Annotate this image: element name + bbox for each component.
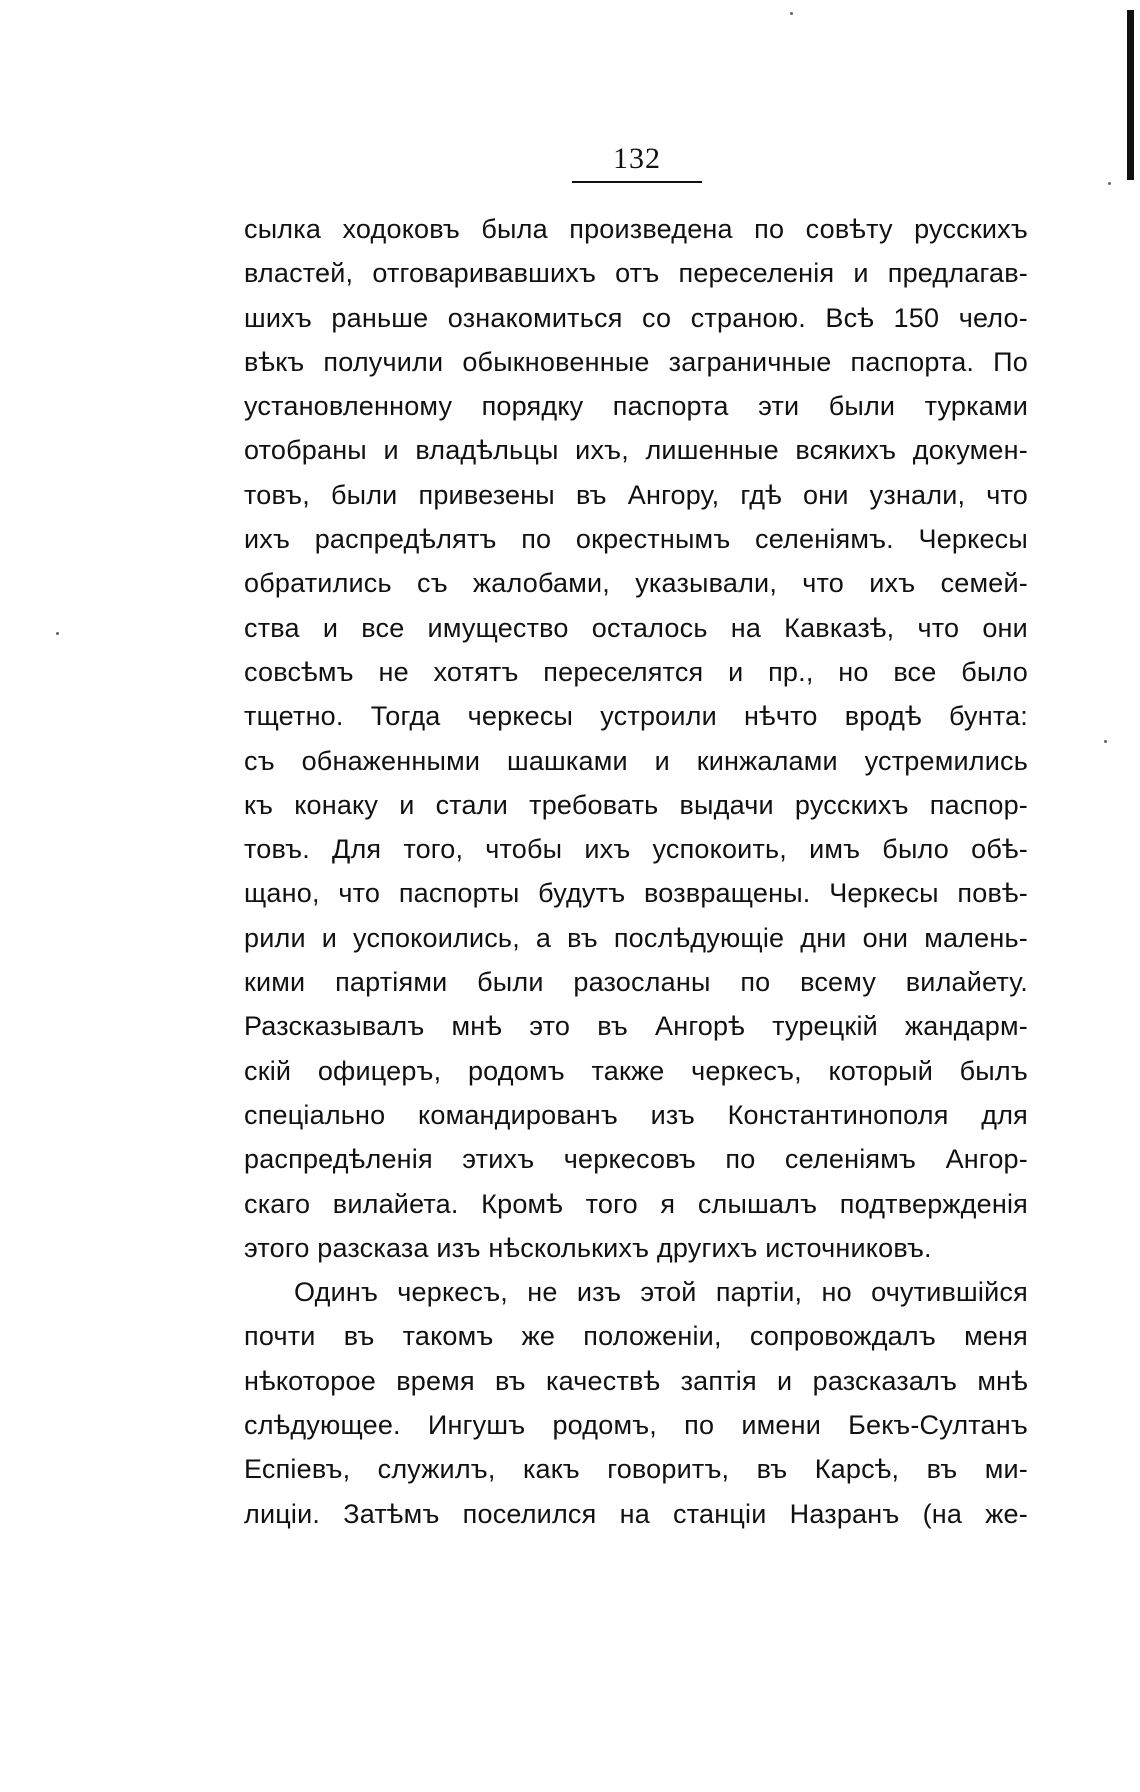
word: черкесъ, — [397, 1277, 508, 1308]
word: было — [961, 656, 1028, 687]
word: турецкій — [772, 1011, 878, 1042]
word: конаку — [294, 789, 379, 820]
word: не — [378, 656, 409, 687]
word: обыкновенные — [462, 346, 650, 377]
word: повѣ- — [957, 878, 1028, 909]
word: имъ — [809, 834, 861, 865]
word: и — [322, 612, 339, 643]
word: Всѣ — [825, 302, 875, 333]
word: по — [684, 1410, 715, 1441]
word: спеціально — [244, 1099, 386, 1130]
page-number-rule — [572, 181, 702, 183]
word: Затѣмъ — [343, 1498, 440, 1529]
word: говоритъ, — [607, 1454, 730, 1485]
word: успокоить, — [652, 834, 787, 865]
word: что — [917, 612, 960, 643]
word: они — [803, 479, 849, 510]
text-line — [244, 561, 1028, 605]
text-line — [244, 739, 1028, 783]
text-line — [244, 1137, 1028, 1181]
word: подтвержденія — [839, 1188, 1028, 1219]
word: почти — [244, 1321, 316, 1352]
text-line — [244, 207, 1028, 251]
text-line — [244, 1447, 1028, 1491]
word: отъ — [615, 258, 660, 289]
word: скій — [244, 1055, 292, 1086]
word: Карсѣ, — [814, 1454, 900, 1485]
word: что — [338, 878, 381, 909]
word: и — [399, 789, 415, 820]
word: въ — [597, 1011, 628, 1042]
word: паспорта — [612, 391, 729, 422]
word: время — [396, 1365, 475, 1396]
body-text — [244, 207, 1028, 1536]
word: Бекъ-Султанъ — [848, 1410, 1028, 1441]
word: сылка — [244, 214, 322, 244]
word: Константинополя — [727, 1099, 949, 1130]
word: съ — [244, 745, 275, 776]
word: на — [619, 1498, 650, 1529]
word: родомъ — [467, 1055, 565, 1086]
text-line — [244, 960, 1028, 1004]
word: Ангор- — [945, 1144, 1028, 1175]
word: семей- — [940, 568, 1028, 599]
text-line — [244, 606, 1028, 650]
word: предлагав- — [887, 258, 1028, 289]
text-line — [244, 1182, 1028, 1226]
text-line: этого разсказа изъ нѣсколькихъ другихъ источниковъ. — [244, 1232, 932, 1263]
word: переселятся — [543, 656, 704, 687]
word: ихъ, — [575, 435, 629, 466]
word: произведена — [569, 214, 733, 244]
word: что — [986, 479, 1028, 510]
word: 150 — [893, 302, 940, 333]
text-line — [244, 296, 1028, 340]
word: (на — [922, 1498, 963, 1529]
scan-speck — [790, 12, 793, 15]
word: меня — [964, 1321, 1028, 1352]
text-line — [244, 340, 1028, 384]
word: хотятъ — [433, 656, 519, 687]
word: будутъ — [538, 878, 626, 909]
text-line — [244, 251, 1028, 295]
word: чтобы — [485, 834, 563, 865]
word: все — [361, 612, 405, 643]
word: имени — [741, 1410, 821, 1441]
word: не — [527, 1277, 558, 1308]
word: также — [591, 1055, 665, 1086]
word: же- — [985, 1498, 1028, 1529]
word: заграничные — [668, 346, 832, 377]
text-line — [244, 384, 1028, 428]
word: Тогда — [370, 701, 441, 732]
word: а — [535, 922, 552, 953]
word: шашками — [506, 745, 628, 776]
word: владѣльцы — [415, 435, 559, 466]
word: вродѣ — [844, 701, 922, 732]
word: вѣкъ — [244, 346, 305, 377]
word: все — [893, 656, 937, 687]
word: стали — [435, 789, 509, 820]
word: ихъ — [869, 568, 916, 599]
binding-edge-mark — [1127, 10, 1134, 180]
word: слѣдующее. — [244, 1410, 401, 1441]
word: положеніи, — [583, 1321, 722, 1352]
word: же — [521, 1321, 556, 1352]
word: въ — [495, 1365, 526, 1396]
word: указывали, — [635, 568, 778, 599]
word: и — [777, 1365, 793, 1396]
word: какъ — [522, 1454, 580, 1485]
word: распредѣлятъ — [314, 524, 497, 555]
word: узнали, — [869, 479, 966, 510]
word: выдачи — [679, 789, 774, 820]
word: были — [477, 967, 544, 998]
word: бунта: — [948, 701, 1028, 732]
word: они — [862, 922, 909, 953]
word: совсѣмъ — [244, 656, 354, 687]
word: дни — [800, 922, 847, 953]
word: Одинъ — [294, 1277, 379, 1308]
word: такомъ — [402, 1321, 494, 1352]
word: служилъ, — [377, 1454, 496, 1485]
word: родомъ, — [552, 1410, 657, 1441]
word: получили — [323, 346, 444, 377]
text-line — [244, 650, 1028, 694]
word: съ — [417, 568, 448, 599]
word: пр., — [768, 656, 814, 687]
word: сопровождалъ — [749, 1321, 936, 1352]
word: осталось — [591, 612, 708, 643]
word: ихъ — [584, 834, 631, 865]
word: я — [660, 1188, 676, 1219]
word: партіями — [335, 967, 448, 998]
word: паспор- — [929, 789, 1028, 820]
text-line — [244, 1359, 1028, 1403]
word: очутившійся — [871, 1277, 1028, 1308]
word: отобраны — [244, 435, 367, 466]
word: въ — [575, 479, 607, 510]
word: шихъ — [244, 302, 312, 333]
word: отговаривавшихъ — [372, 258, 597, 289]
word: малень- — [924, 922, 1028, 953]
word: Ангору, — [627, 479, 720, 510]
word: слышалъ — [697, 1188, 818, 1219]
word: порядку — [481, 391, 584, 422]
text-line — [244, 783, 1028, 827]
word: офицеръ, — [317, 1055, 442, 1086]
word: окрестнымъ — [575, 524, 731, 555]
word: мнѣ — [451, 1011, 503, 1042]
word: командированъ — [418, 1099, 618, 1130]
word: но — [821, 1277, 852, 1308]
word: успокоились, — [353, 922, 520, 953]
text-line — [244, 1049, 1028, 1093]
word: и — [853, 258, 869, 289]
word: Ингушъ — [427, 1410, 526, 1441]
word: товъ. — [244, 834, 310, 865]
word: на — [730, 612, 762, 643]
word: со — [642, 302, 672, 333]
word: распредѣленія — [244, 1144, 433, 1175]
word: русскихъ — [794, 789, 909, 820]
word: былъ — [959, 1055, 1028, 1086]
word: властей, — [244, 258, 354, 289]
word: но — [838, 656, 869, 687]
word: того, — [403, 834, 464, 865]
word: раньше — [331, 302, 429, 333]
word: ми- — [984, 1454, 1028, 1485]
word: докумен- — [912, 435, 1028, 466]
word: страною. — [690, 302, 806, 333]
scan-speck — [1104, 740, 1107, 743]
word: по — [725, 1144, 756, 1175]
word: ходоковъ — [342, 214, 460, 244]
word: требовать — [529, 789, 659, 820]
word: Разсказывалъ — [244, 1011, 425, 1042]
word: было — [882, 834, 950, 865]
word: ихъ — [244, 524, 291, 555]
word: устроили — [600, 701, 717, 732]
word: вилайета. — [332, 1188, 459, 1219]
word: лиціи. — [244, 1498, 321, 1529]
text-line — [244, 428, 1028, 472]
word: селеніямъ. — [755, 524, 894, 555]
word: всему — [800, 967, 877, 998]
word: партіи, — [715, 1277, 803, 1308]
word: заптія — [680, 1365, 757, 1396]
word: Черкесы — [918, 524, 1028, 555]
word: гдѣ — [740, 479, 782, 510]
word: эти — [758, 391, 800, 422]
scan-speck — [1108, 182, 1111, 185]
word: что — [802, 568, 845, 599]
text-line — [244, 517, 1028, 561]
word: лишенные — [645, 435, 779, 466]
text-line — [244, 694, 1028, 738]
word: щано, — [244, 878, 320, 909]
text-line — [244, 473, 1028, 517]
word: качествѣ — [546, 1365, 661, 1396]
word: и — [728, 656, 744, 687]
text-line — [244, 916, 1028, 960]
word: обратились — [244, 568, 392, 599]
word: того — [585, 1188, 638, 1219]
word: переселенія — [678, 258, 835, 289]
page-number: 132 — [613, 142, 661, 175]
word: По — [993, 346, 1028, 377]
word: русскихъ — [914, 214, 1028, 244]
word: Назранъ — [789, 1498, 900, 1529]
word: мнѣ — [977, 1365, 1028, 1396]
word: были — [828, 391, 896, 422]
word: въ — [926, 1454, 958, 1485]
word: изъ — [650, 1099, 695, 1130]
text-line — [244, 1093, 1028, 1137]
text-line — [244, 871, 1028, 915]
text-line — [244, 827, 1028, 871]
word: Кавказѣ, — [784, 612, 895, 643]
scan-speck — [56, 632, 59, 635]
word: они — [982, 612, 1028, 643]
word: привезены — [418, 479, 555, 510]
word: установленному — [244, 391, 453, 422]
word: ознакомиться — [447, 302, 623, 333]
word: изъ — [576, 1277, 622, 1308]
word: паспорты — [398, 878, 520, 909]
word: устремились — [864, 745, 1028, 776]
word: чело- — [958, 302, 1028, 333]
word: селеніямъ — [784, 1144, 917, 1175]
word: кинжалами — [696, 745, 838, 776]
word: въ — [567, 922, 598, 953]
word: черкесъ, — [691, 1055, 802, 1086]
word: этихъ — [462, 1144, 535, 1175]
word: ства — [244, 612, 300, 643]
word: въ — [343, 1321, 375, 1352]
word: разосланы — [573, 967, 711, 998]
word: по — [740, 967, 771, 998]
word: черкесовъ — [563, 1144, 696, 1175]
word: была — [481, 214, 548, 244]
word: тщетно. — [244, 701, 344, 732]
word: черкесы — [467, 701, 574, 732]
word: всякихъ — [795, 435, 897, 466]
word: товъ, — [244, 479, 310, 510]
word: Для — [331, 834, 382, 865]
word: Черкесы — [829, 878, 939, 909]
word: рили — [244, 922, 306, 953]
word: Ангорѣ — [655, 1011, 745, 1042]
word: по — [754, 214, 785, 244]
text-line — [244, 1403, 1028, 1447]
word: въ — [756, 1454, 788, 1485]
word: жалобами, — [473, 568, 610, 599]
word: станціи — [673, 1498, 767, 1529]
word: скаго — [244, 1188, 311, 1219]
text-line — [244, 1004, 1028, 1048]
word: по — [521, 524, 552, 555]
word: Кромѣ — [481, 1188, 564, 1219]
word: паспорта. — [850, 346, 975, 377]
word: турками — [924, 391, 1028, 422]
word: послѣдующіе — [613, 922, 785, 953]
word: разсказалъ — [812, 1365, 958, 1396]
word: нѣчто — [744, 701, 818, 732]
word: возвращены. — [644, 878, 811, 909]
word: который — [828, 1055, 933, 1086]
word: и — [654, 745, 670, 776]
text-line — [244, 1270, 1028, 1314]
word: совѣту — [805, 214, 893, 244]
text-line — [244, 1314, 1028, 1358]
word: Еспіевъ, — [244, 1454, 351, 1485]
word: это — [529, 1011, 571, 1042]
word: были — [330, 479, 398, 510]
word: вилайету. — [905, 967, 1028, 998]
word: нѣкоторое — [244, 1365, 376, 1396]
word: поселился — [462, 1498, 597, 1529]
word: и — [383, 435, 399, 466]
word: и — [321, 922, 338, 953]
word: кими — [244, 967, 306, 998]
word: обнаженными — [301, 745, 481, 776]
word: для — [981, 1099, 1028, 1130]
word: обѣ- — [971, 834, 1028, 865]
text-line — [244, 1492, 1028, 1536]
word: жандарм- — [905, 1011, 1028, 1042]
word: имущество — [427, 612, 569, 643]
word: къ — [244, 789, 274, 820]
word: этой — [640, 1277, 697, 1308]
